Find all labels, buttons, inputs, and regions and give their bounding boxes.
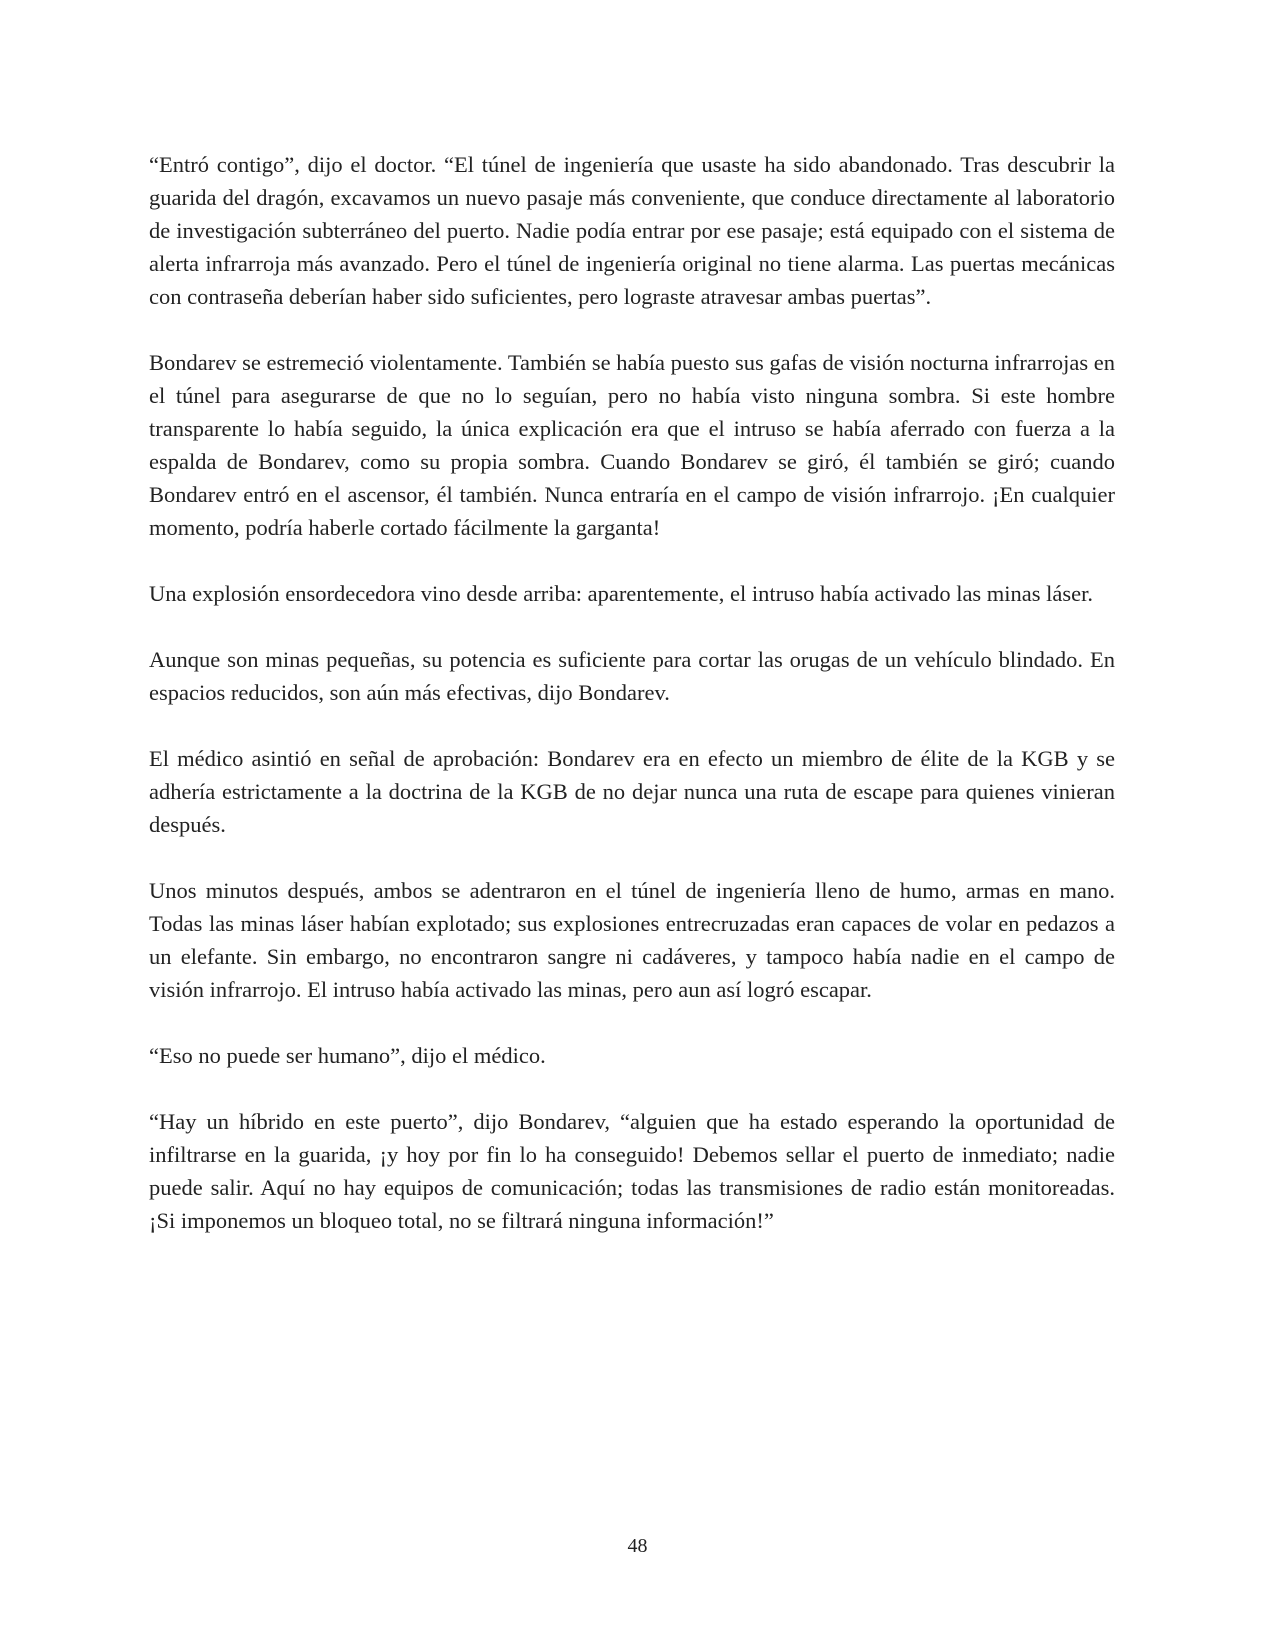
paragraph-5: El médico asintió en señal de aprobación: Bondarev era en efecto un miembro de élite de la KGB y se adhería estrictamente a la doctrina de la KGB de no dejar nunca una ruta de escape para quienes vinieran después. [149,746,1115,837]
body-text [149,148,1115,1270]
paragraph-1: “Entró contigo”, dijo el doctor. “El túnel de ingeniería que usaste ha sido abandonado. Tras descubrir la guarida del dragón, excavamos un nuevo pasaje más conveniente, que conduce directamente al laboratorio de investigación subterráneo del puerto. Nadie podía entrar por ese pasaje; está equipado con el sistema de alerta infrarroja más avanzado. Pero el túnel de ingeniería original no tiene alarma. Las puertas mecánicas con contraseña deberían haber sido suficientes, pero lograste atravesar ambas puertas”. [149,152,1115,309]
page-number: 48 [627,1535,648,1557]
paragraph-7: “Eso no puede ser humano”, dijo el médico. [149,1043,546,1068]
paragraph-3: Una explosión ensordecedora vino desde arriba: aparentemente, el intruso había activado las minas láser. [149,581,1094,606]
paragraph-2: Bondarev se estremeció violentamente. También se había puesto sus gafas de visión nocturna infrarrojas en el túnel para asegurarse de que no lo seguían, pero no había visto ninguna sombra. Si este hombre transparente lo había seguido, la única explicación era que el intruso se había aferrado con fuerza a la espalda de Bondarev, como su propia sombra. Cuando Bondarev se giró, él también se giró; cuando Bondarev entró en el ascensor, él también. Nunca entraría en el campo de visión infrarrojo. ¡En cualquier momento, podría haberle cortado fácilmente la garganta! [149,350,1115,540]
paragraph-8: “Hay un híbrido en este puerto”, dijo Bondarev, “alguien que ha estado esperando la oportunidad de infiltrarse en la guarida, ¡y hoy por fin lo ha conseguido! Debemos sellar el puerto de inmediato; nadie puede salir. Aquí no hay equipos de comunicación; todas las transmisiones de radio están monitoreadas. ¡Si imponemos un bloqueo total, no se filtrará ninguna información!” [149,1109,1115,1233]
paragraph-6: Unos minutos después, ambos se adentraron en el túnel de ingeniería lleno de humo, armas en mano. Todas las minas láser habían explotado; sus explosiones entrecruzadas eran capaces de volar en pedazos a un elefante. Sin embargo, no encontraron sangre ni cadáveres, y tampoco había nadie en el campo de visión infrarrojo. El intruso había activado las minas, pero aun así logró escapar. [149,878,1115,1002]
paragraph-4: Aunque son minas pequeñas, su potencia es suficiente para cortar las orugas de un vehículo blindado. En espacios reducidos, son aún más efectivas, dijo Bondarev. [149,647,1115,705]
